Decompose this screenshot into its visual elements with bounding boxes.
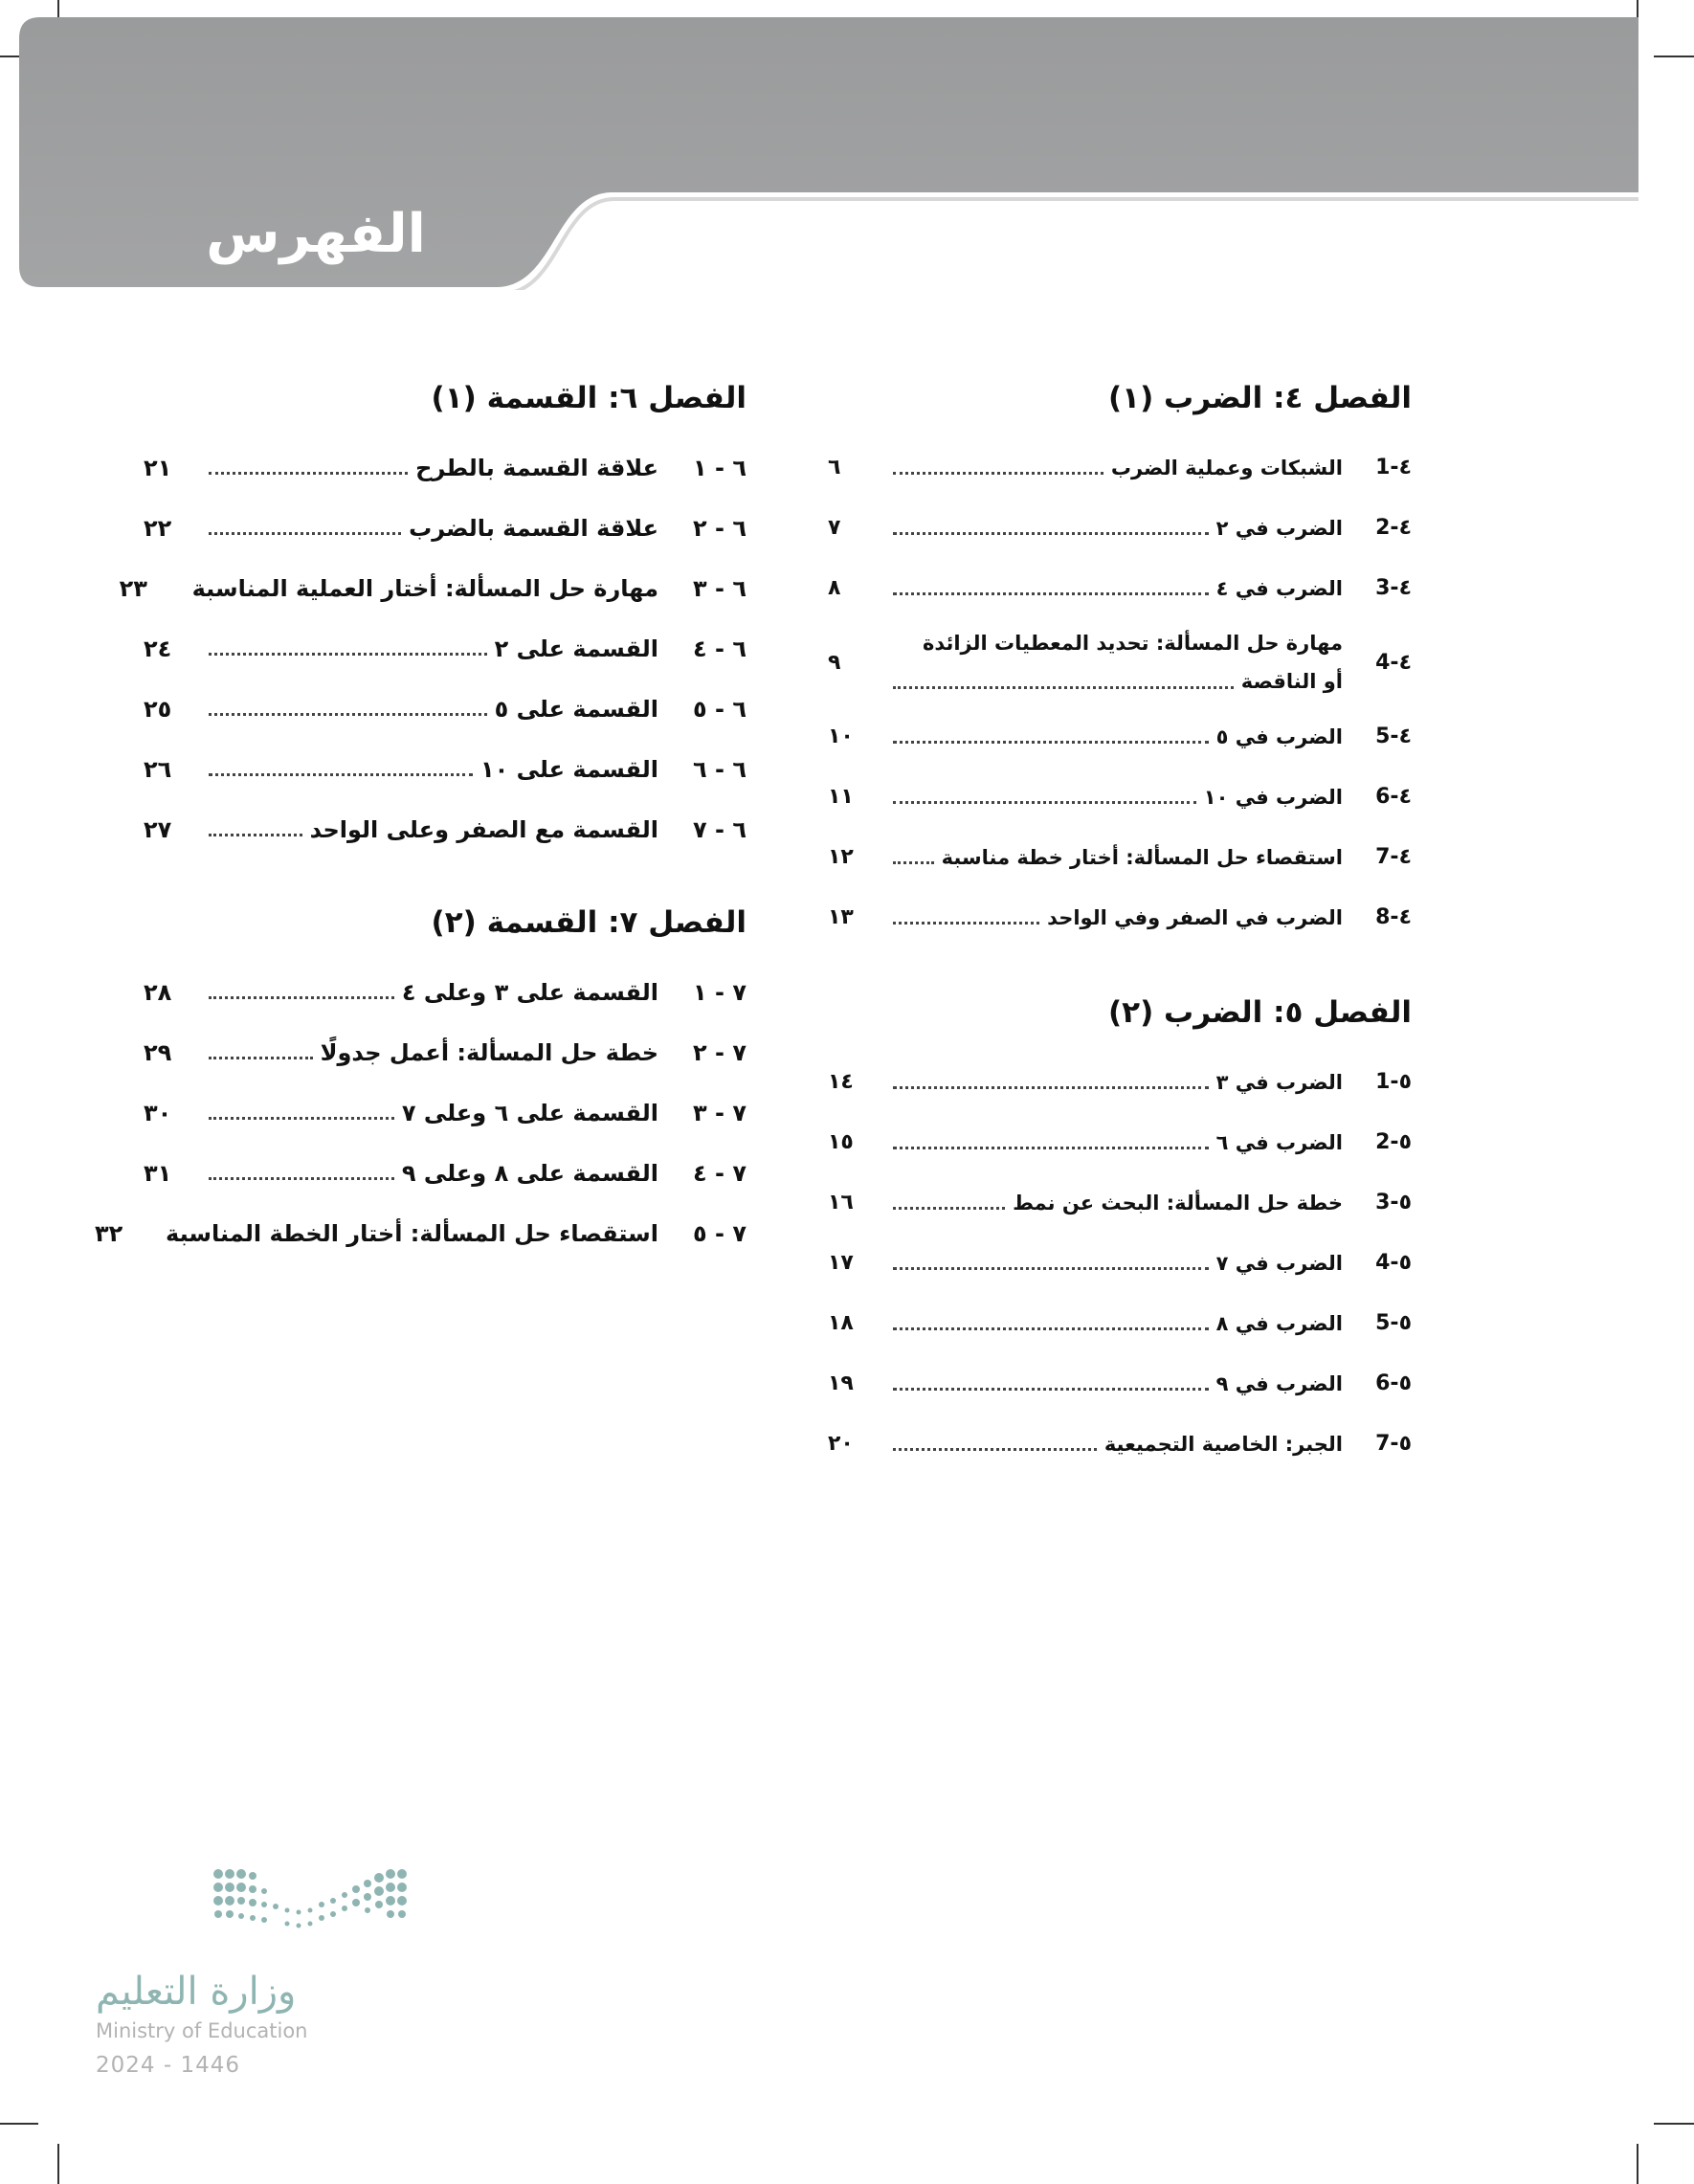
toc-column-left [95,381,747,1263]
leader-dots [893,741,1209,744]
page-number: ٨ [828,576,841,601]
toc-row[interactable] [119,558,747,618]
leader-dots [893,686,1234,689]
page-number: ٢٤ [144,635,172,662]
lesson-title-wrap [885,632,1343,693]
lesson-title: القسمة على ٢ [494,635,658,662]
lesson-title: القسمة على ١٠ [479,755,658,783]
edition-year: 2024 - 1446 [96,2053,240,2078]
lesson-number: ٧ - ٤ [693,1159,747,1187]
toc-row[interactable] [828,827,1412,887]
lesson-title: الضرب في ٧ [1215,1251,1343,1275]
lesson-title: الضرب في ٤ [1215,576,1343,600]
crop-mark [57,2144,59,2184]
lesson-number: ٦ - ١ [693,454,747,481]
lesson-number: ٥-4 [1375,1251,1412,1276]
page-number: ٢٩ [144,1038,172,1066]
lesson-number: ٧ - ١ [693,978,747,1006]
toc-row[interactable] [828,558,1412,618]
lesson-title-line2-wrap [885,670,1343,693]
lesson-number: ٦ - ٦ [693,755,747,783]
crop-mark [1654,2123,1694,2125]
ministry-name-english: Ministry of Education [96,2019,308,2042]
lesson-number: ٧ - ٥ [693,1219,747,1247]
toc-row[interactable] [828,498,1412,558]
lesson-title: القسمة على ٥ [494,695,658,723]
leader-dots [893,1388,1209,1391]
toc-row[interactable] [828,1414,1412,1474]
lesson-title: مهارة حل المسألة: تحديد المعطيات الزائدة [922,632,1343,656]
lesson-number: ٥-5 [1375,1311,1412,1336]
leader-dots [893,1267,1209,1270]
leader-dots [893,592,1209,595]
leader-dots [893,922,1039,925]
lesson-title: الضرب في ٨ [1215,1311,1343,1335]
page-number: ٢١ [144,454,172,481]
chapter-5 [828,995,1412,1474]
lesson-number: ٤-3 [1375,576,1412,601]
crop-mark [1654,56,1694,57]
lesson-title: مهارة حل المسألة: أختار العملية المناسبة [191,574,658,602]
lesson-title: القسمة على ٣ وعلى ٤ [401,978,658,1006]
leader-dots [209,1057,313,1059]
lesson-title: الضرب في ٩ [1215,1371,1343,1395]
page-number: ٦ [828,456,841,480]
toc-row[interactable] [828,1293,1412,1353]
page-number: ١٠ [828,724,854,749]
lesson-title: الضرب في ١٠ [1203,785,1343,809]
page-number: ٢٠ [828,1432,854,1457]
lesson-title: القسمة مع الصفر وعلى الواحد [309,815,658,843]
toc-row[interactable] [828,1052,1412,1112]
lesson-title: القسمة على ٨ وعلى ٩ [401,1159,658,1187]
toc-row[interactable] [828,767,1412,827]
page-number: ١٥ [828,1130,854,1155]
page-number: ٢٣ [119,574,147,602]
leader-dots [209,713,487,716]
toc-row[interactable] [828,1112,1412,1172]
toc-row[interactable] [144,799,747,859]
lesson-title: الضرب في ٥ [1215,724,1343,748]
leader-dots [893,1147,1209,1149]
lesson-number: ٦ - ٥ [693,695,747,723]
lesson-title: الضرب في الصفر وفي الواحد [1047,905,1343,929]
chapter-title: الفصل ٥: الضرب (٢) [1107,995,1412,1031]
crop-mark [0,2123,38,2125]
lesson-number: ٦ - ٤ [693,635,747,662]
lesson-title: الضرب في ٢ [1215,516,1343,540]
crop-mark [1637,2144,1638,2184]
ministry-name-arabic: وزارة التعليم [96,1970,297,2014]
toc-column-right [828,381,1412,1474]
page-number: ١٤ [828,1070,854,1095]
toc-row[interactable] [144,437,747,498]
toc-row[interactable] [828,437,1412,498]
page-number: ٣١ [144,1159,172,1187]
leader-dots [893,532,1209,535]
page-number: ٢٥ [144,695,172,723]
page-title: الفهرس [206,203,426,265]
chapter-title: الفصل ٤: الضرب (١) [1107,381,1412,415]
page-number: ٢٢ [144,514,172,542]
toc-row[interactable] [144,1082,747,1143]
leader-dots [893,1086,1209,1089]
leader-dots [209,532,401,535]
leader-dots [893,1448,1097,1451]
page-number: ٢٨ [144,978,172,1006]
leader-dots [893,472,1103,475]
chapter-title: الفصل ٦: القسمة (١) [431,381,747,415]
page-number: ١١ [828,785,854,810]
leader-dots [893,861,934,864]
leader-dots [209,773,473,776]
page-number: ٣٠ [144,1099,172,1126]
leader-dots [209,1117,394,1120]
page-number: ١٨ [828,1311,854,1336]
page-number: ٧ [828,516,841,541]
chapter-title: الفصل ٧: القسمة (٢) [431,905,747,941]
page-number: ٣٢ [95,1219,123,1247]
lesson-title: علاقة القسمة بالطرح [415,454,658,481]
page-number: ١٣ [828,905,854,930]
lesson-title: استقصاء حل المسألة: أختار الخطة المناسبة [166,1219,658,1247]
ministry-logo-icon [96,1866,459,1972]
toc-row[interactable] [95,1203,747,1263]
lesson-number: ٦ - ٧ [693,815,747,843]
toc-row[interactable] [144,739,747,799]
page-number: ٢٦ [144,755,172,783]
lesson-title: خطة حل المسألة: أعمل جدولًا [320,1038,658,1066]
lesson-number: ٥-7 [1375,1432,1412,1457]
leader-dots [209,472,408,475]
lesson-title: القسمة على ٦ وعلى ٧ [401,1099,658,1126]
page-number: ١٢ [828,845,854,870]
leader-dots [893,801,1196,804]
leader-dots [893,1327,1209,1330]
lesson-number: ٧ - ٣ [693,1099,747,1126]
chapter-4 [828,381,1412,947]
toc-row[interactable] [144,1022,747,1082]
toc-row[interactable] [144,679,747,739]
toc-row[interactable] [144,498,747,558]
leader-dots [209,653,487,656]
toc-row[interactable] [144,962,747,1022]
lesson-title: استقصاء حل المسألة: أختار خطة مناسبة [941,845,1343,869]
page-number: ١٧ [828,1251,854,1276]
toc-row[interactable] [828,1353,1412,1414]
chapter-7 [95,905,747,1263]
toc-row[interactable] [828,887,1412,947]
page-number: ٩ [828,650,841,675]
toc-row[interactable] [828,1233,1412,1293]
lesson-number: ٤-8 [1375,905,1412,930]
leader-dots [209,834,302,836]
lesson-number: ٤-6 [1375,785,1412,810]
toc-row[interactable] [828,618,1412,706]
lesson-number: ٤-1 [1375,456,1412,480]
toc-row[interactable] [144,618,747,679]
lesson-title: خطة حل المسألة: البحث عن نمط [1013,1191,1343,1215]
toc-row[interactable] [828,706,1412,767]
lesson-number: ٥-2 [1375,1130,1412,1155]
lesson-number: ٥-1 [1375,1070,1412,1095]
lesson-number: ٦ - ٢ [693,514,747,542]
toc-row[interactable] [144,1143,747,1203]
page-number: ٢٧ [144,815,172,843]
chapter-6 [119,381,747,859]
leader-dots [893,1207,1005,1210]
leader-dots [209,1177,394,1180]
lesson-number: ٤-5 [1375,724,1412,749]
lesson-title: الجبر: الخاصية التجميعية [1103,1432,1343,1456]
lesson-number: ٦ - ٣ [693,574,747,602]
lesson-number: ٥-3 [1375,1191,1412,1215]
lesson-number: ٤-4 [1375,650,1412,675]
page-number: ١٦ [828,1191,854,1215]
page-number: ١٩ [828,1371,854,1396]
lesson-title: الضرب في ٦ [1215,1130,1343,1154]
lesson-title-line2: أو الناقصة [1240,670,1343,694]
lesson-title: الشبكات وعملية الضرب [1110,456,1343,479]
toc-row[interactable] [828,1172,1412,1233]
lesson-number: ٤-2 [1375,516,1412,541]
lesson-number: ٥-6 [1375,1371,1412,1396]
lesson-title: علاقة القسمة بالضرب [409,514,658,542]
lesson-number: ٧ - ٢ [693,1038,747,1066]
leader-dots [209,996,394,999]
lesson-title: الضرب في ٣ [1215,1070,1343,1094]
lesson-number: ٤-7 [1375,845,1412,870]
